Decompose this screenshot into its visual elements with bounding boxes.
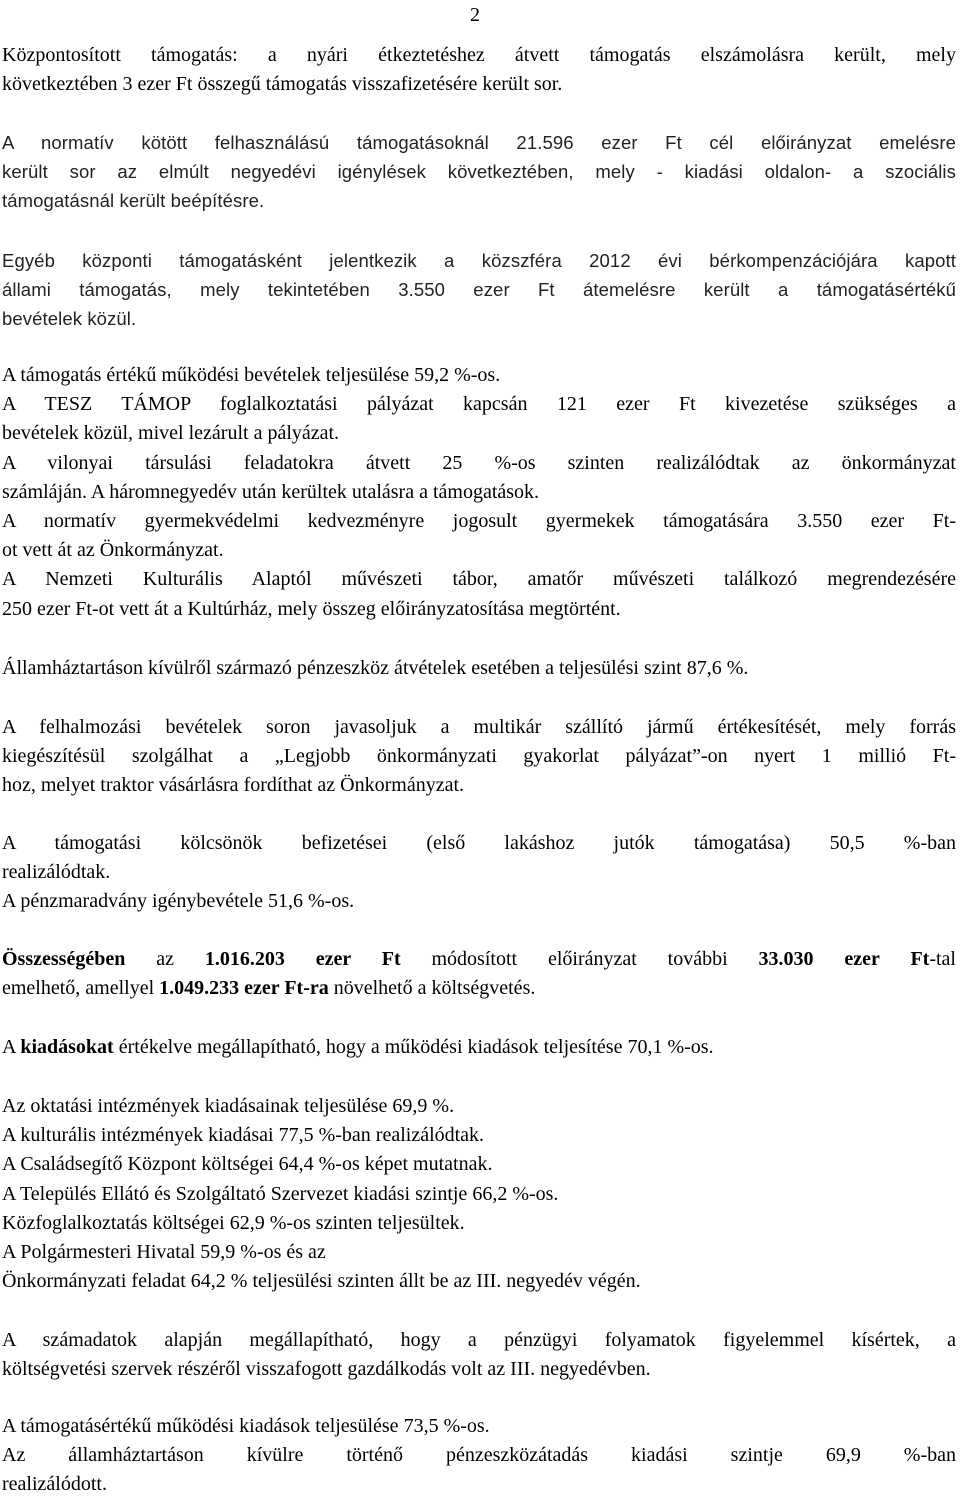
text-line: kiegészítésül szolgálhat a „Legjobb önkormányzati gyakorlat pályázat”-on nyert 1 millió Ft- (2, 745, 956, 768)
text-line (2, 1033, 956, 1062)
text-segment: az (125, 948, 205, 970)
text-line: Államháztartáson kívülről származó pénzeszköz átvételek esetében a teljesülési szint 87,6 %. (2, 657, 749, 679)
text-line: A vilonyai társulási feladatokra átvett 25 %-os szinten realizálódtak az önkormányzat (2, 451, 956, 474)
paragraph-central-support (2, 41, 956, 99)
paragraph-external-funds (2, 654, 956, 683)
text-segment: emelhető, amellyel (2, 977, 160, 1000)
bold-text: kiadásokat (20, 1036, 114, 1058)
text-line: ot vett át az Önkormányzat. (2, 539, 224, 562)
text-line: költségvetési szervek részéről visszafogott gazdálkodás volt az III. negyedévben. (2, 1358, 651, 1381)
text-segment: növelhető a költségvetés. (328, 977, 536, 1000)
bold-text: 1.049.233 ezer Ft-ra (159, 977, 329, 1000)
text-line: A Település Ellátó és Szolgáltató Szervezet kiadási szintje 66,2 %-os. (2, 1182, 559, 1205)
paragraph-loans (2, 829, 956, 917)
text-line: A Családsegítő Központ költségei 64,4 %-os képet mutatnak. (2, 1153, 493, 1176)
text-segment: módosított előirányzat további (400, 948, 759, 970)
text-line: A normatív kötött felhasználású támogatásoknál 21.596 ezer Ft cél előirányzat emelésre (2, 132, 956, 153)
text-line: A felhalmozási bevételek soron javasoljuk a multikár szállító jármű értékesítését, mely forrás (2, 716, 956, 738)
text-line: támogatásnál került beépítésre. (2, 190, 265, 212)
paragraph-institution-expenditures (2, 1092, 956, 1296)
paragraph-financial-processes (2, 1326, 956, 1384)
bold-text: Összességében (2, 948, 126, 970)
text-line: A pénzmaradvány igénybevétele 51,6 %-os. (2, 890, 355, 913)
text-line: A normatív gyermekvédelmi kedvezményre jogosult gyermekek támogatására 3.550 ezer Ft- (2, 510, 956, 533)
page-number: 2 (470, 4, 480, 26)
bold-text: 1.016.203 ezer Ft (204, 948, 401, 970)
text-line: A támogatásértékű működési kiadások teljesülése 73,5 %-os. (2, 1415, 490, 1437)
text-line: Önkormányzati feladat 64,2 % teljesülési szinten állt be az III. negyedév végén. (2, 1270, 641, 1293)
text-line: Központosított támogatás: a nyári étkeztetéshez átvett támogatás elszámolásra került, mely (2, 44, 956, 66)
text-line (2, 945, 956, 974)
text-line: A Nemzeti Kulturális Alaptól művészeti tábor, amatőr művészeti találkozó megrendezésére (2, 568, 956, 591)
text-line: bevételek közül. (2, 308, 137, 330)
text-line: A támogatási kölcsönök befizetései (első lakáshoz jutók támogatása) 50,5 %-ban (2, 832, 956, 854)
text-line: A számadatok alapján megállapítható, hogy a pénzügyi folyamatok figyelemmel kísértek, a (2, 1329, 956, 1351)
text-line: A támogatás értékű működési bevételek teljesülése 59,2 %-os. (2, 364, 501, 386)
text-line (2, 974, 956, 1003)
paragraph-operating-revenues (2, 361, 956, 624)
text-line: Közfoglalkoztatás költségei 62,9 %-os szinten teljesültek. (2, 1211, 465, 1234)
paragraph-normative-support (2, 128, 956, 216)
paragraph-summary (2, 945, 956, 1003)
text-line: következtében 3 ezer Ft összegű támogatás visszafizetésére került sor. (2, 73, 563, 96)
paragraph-expenditures (2, 1033, 956, 1062)
text-line: került sor az elmúlt negyedévi igénylések következtében, mely - kiadási oldalon- a szociális (2, 161, 956, 183)
text-line: Egyéb központi támogatásként jelentkezik a közszféra 2012 évi bérkompenzációjára kapott (2, 250, 956, 271)
text-line: hoz, melyet traktor vásárlásra fordíthat az Önkormányzat. (2, 774, 465, 797)
text-line: számláján. A háromnegyedév után kerültek utalásra a támogatások. (2, 480, 540, 503)
text-line: bevételek közül, mivel lezárult a pályázat. (2, 422, 340, 445)
text-line: Az oktatási intézmények kiadásainak teljesülése 69,9 %. (2, 1095, 455, 1117)
text-line: állami támogatás, mely tekintetében 3.550 ezer Ft átemelésre került a támogatásértékű (2, 279, 956, 301)
text-line: A kulturális intézmények kiadásai 77,5 %-ban realizálódtak. (2, 1124, 485, 1147)
text-line: Az államháztartáson kívülre történő pénzeszközátadás kiadási szintje 69,9 %-ban (2, 1444, 956, 1467)
text-line: realizálódtak. (2, 861, 111, 884)
text-segment: A (2, 1036, 21, 1058)
text-line: 250 ezer Ft-ot vett át a Kultúrház, mely összeg előirányzatosítása megtörtént. (2, 597, 621, 620)
text-line: A TESZ TÁMOP foglalkoztatási pályázat kapcsán 121 ezer Ft kivezetése szükséges a (2, 393, 956, 416)
text-segment: -tal (929, 948, 956, 970)
paragraph-capital-revenues (2, 713, 956, 801)
text-line: realizálódott. (2, 1473, 107, 1496)
paragraph-support-expenditures (2, 1412, 956, 1500)
text-segment: értékelve megállapítható, hogy a működési kiadások teljesítése 70,1 %-os. (113, 1036, 714, 1058)
text-line: A Polgármesteri Hivatal 59,9 %-os és az (2, 1241, 326, 1264)
paragraph-other-central-support (2, 246, 956, 334)
bold-text: 33.030 ezer Ft (758, 948, 930, 970)
